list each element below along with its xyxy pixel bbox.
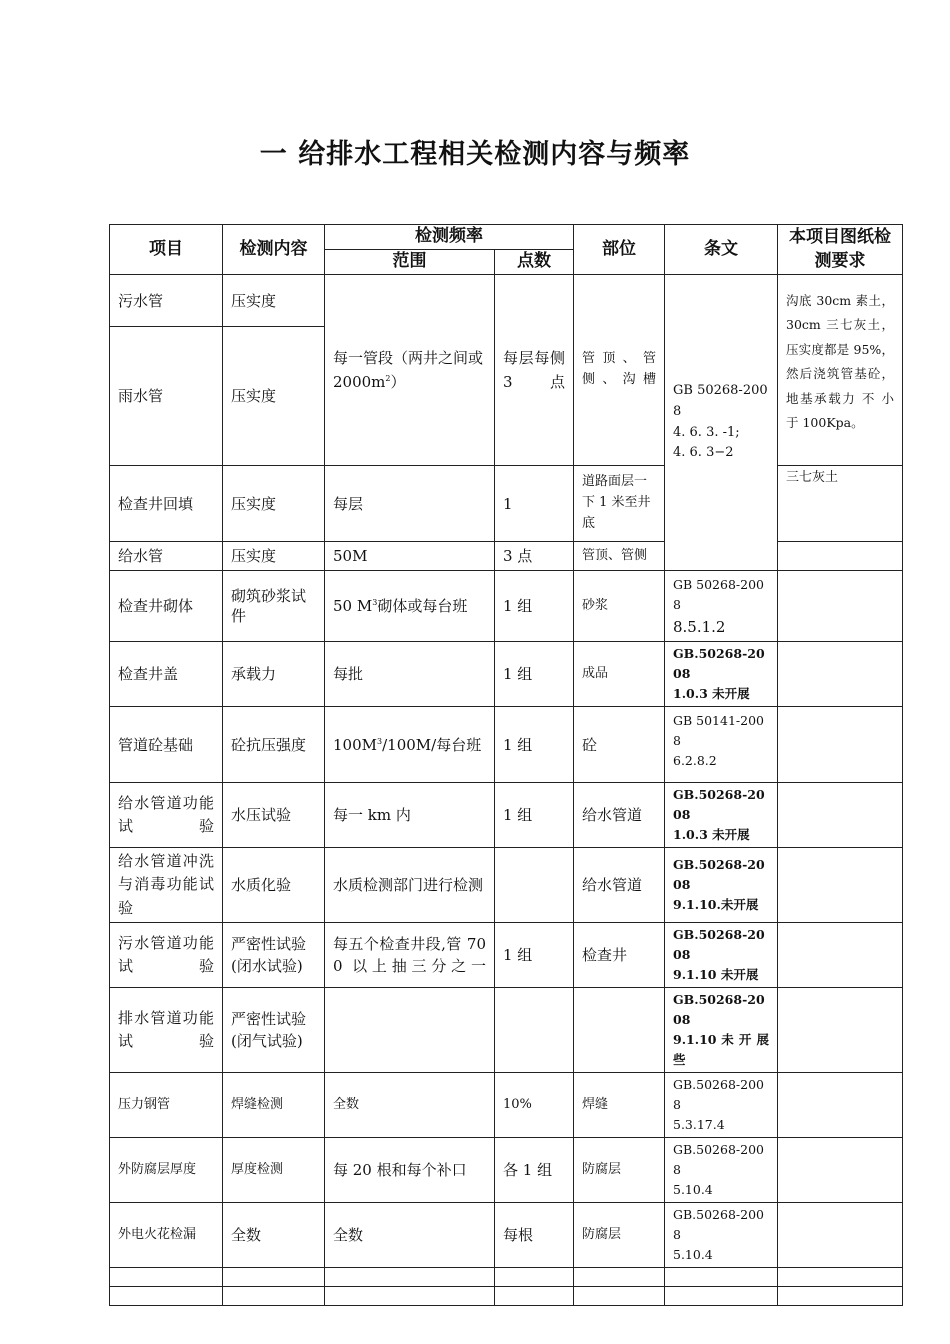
cell-clause (665, 571, 778, 642)
cell-points (495, 988, 574, 1073)
table-row (110, 571, 903, 642)
clause-line: 5.10.4 (673, 1182, 713, 1197)
cell-range (325, 988, 495, 1073)
cell-content: 水质化验 (223, 848, 325, 923)
cell-requirement (778, 923, 903, 988)
clause-line: 5.10.4 (673, 1247, 713, 1262)
header-row (110, 225, 903, 250)
cell-location: 防腐层 (574, 1203, 665, 1268)
cell-location: 焊缝 (574, 1073, 665, 1138)
cell-clause (665, 923, 778, 988)
cell-requirement (778, 1138, 903, 1203)
clause-line: 8.5.1.2 (673, 618, 726, 636)
cell-points: 1 (495, 466, 574, 542)
cell-clause (665, 1203, 778, 1268)
cell-content: 全数 (223, 1203, 325, 1268)
cell-range: 50 $M^3$砌体或每台班 (325, 571, 495, 642)
clause-line: 4. 6. 3−2 (673, 445, 734, 461)
cell-requirement (778, 848, 903, 923)
cell-content: 砌筑砂浆试件 (223, 571, 325, 642)
cell-location: 给水管道 (574, 783, 665, 848)
cell-range: 50M (325, 542, 495, 571)
cell-item: 管道砼基础 (110, 707, 223, 783)
cell-points: 1 组 (495, 707, 574, 783)
header-requirement: 本项目图纸检测要求 (778, 225, 903, 275)
cell-location: 管顶、管侧 (574, 542, 665, 571)
clause-line: 9.1.10 未 开 展 些 (673, 1032, 769, 1067)
table-row (110, 783, 903, 848)
table-row (110, 542, 903, 571)
header-clause: 条文 (665, 225, 778, 275)
table-row (110, 707, 903, 783)
cell-content: 承载力 (223, 642, 325, 707)
table-row (110, 275, 903, 327)
cell-clause (665, 783, 778, 848)
cell-location: 检查井 (574, 923, 665, 988)
cell-content: 压实度 (223, 466, 325, 542)
cell-clause (665, 707, 778, 783)
cell-requirement (778, 1073, 903, 1138)
cell-points: 1 组 (495, 642, 574, 707)
cell-item: 外防腐层厚度 (110, 1138, 223, 1203)
cell-points: 1 组 (495, 783, 574, 848)
cell-clause (665, 1073, 778, 1138)
cell-requirement (778, 642, 903, 707)
cell-requirement: 三七灰土 (778, 466, 903, 542)
cell-item: 压力钢管 (110, 1073, 223, 1138)
table-row (110, 1073, 903, 1138)
cell-range: 每层 (325, 466, 495, 542)
clause-line: 5.3.17.4 (673, 1117, 725, 1132)
clause-line: GB.50268-2008 (673, 927, 765, 962)
inspection-table (109, 224, 903, 1306)
cell-item: 检查井回填 (110, 466, 223, 542)
cell-range: 每批 (325, 642, 495, 707)
cell-item: 污水管 (110, 275, 223, 327)
cell-item: 雨水管 (110, 327, 223, 466)
cell-requirement (778, 1203, 903, 1268)
clause-line: GB.50268-2008 (673, 1142, 764, 1177)
cell-item: 给水管道功能试验 (110, 783, 223, 848)
cell-content: 厚度检测 (223, 1138, 325, 1203)
cell-clause (665, 848, 778, 923)
clause-line: 1.0.3 未开展 (673, 827, 750, 842)
header-item: 项目 (110, 225, 223, 275)
clause-line: 9.1.10.未开展 (673, 897, 759, 912)
page-title: 一 给排水工程相关检测内容与频率 (259, 139, 691, 170)
cell-requirement (778, 783, 903, 848)
cell-content: 严密性试验(闭气试验) (223, 988, 325, 1073)
cell-points (495, 848, 574, 923)
clause-line: GB.50268-2008 (673, 857, 765, 892)
table-row (110, 466, 903, 542)
cell-range: 水质检测部门进行检测 (325, 848, 495, 923)
cell-content: 压实度 (223, 275, 325, 327)
cell-location: 砂浆 (574, 571, 665, 642)
cell-item: 外电火花检漏 (110, 1203, 223, 1268)
cell-points: 1 组 (495, 571, 574, 642)
clause-line: GB 50141-2008 (673, 713, 764, 748)
cell-item: 排水管道功能试验 (110, 988, 223, 1073)
cell-content: 焊缝检测 (223, 1073, 325, 1138)
cell-range: 每 20 根和每个补口 (325, 1138, 495, 1203)
cell-range: 每一 km 内 (325, 783, 495, 848)
cell-item: 给水管道冲洗与消毒功能试验 (110, 848, 223, 923)
header-points: 点数 (495, 250, 574, 275)
clause-line: 1.0.3 未开展 (673, 686, 750, 701)
cell-location: 管顶、管侧、沟槽 (574, 275, 665, 466)
cell-requirement (778, 542, 903, 571)
cell-item: 检查井盖 (110, 642, 223, 707)
clause-line: GB 50268-2008 (673, 382, 768, 419)
cell-item: 检查井砌体 (110, 571, 223, 642)
cell-points: 各 1 组 (495, 1138, 574, 1203)
cell-requirement (778, 571, 903, 642)
clause-line: GB.50268-2008 (673, 1077, 764, 1112)
cell-content: 严密性试验(闭水试验) (223, 923, 325, 988)
table-row (110, 1138, 903, 1203)
cell-location: 砼 (574, 707, 665, 783)
table-row (110, 642, 903, 707)
header-content: 检测内容 (223, 225, 325, 275)
cell-content: 压实度 (223, 542, 325, 571)
cell-points: 3 点 (495, 542, 574, 571)
cell-range: 每五个检查井段,管 700 以上抽三分之一 (325, 923, 495, 988)
clause-line: 6.2.8.2 (673, 753, 717, 768)
empty-row (110, 1287, 903, 1306)
cell-range: 每一管段（两井之间或 $2000m^2$） (325, 275, 495, 466)
cell-points: 10% (495, 1073, 574, 1138)
cell-range: 全数 (325, 1203, 495, 1268)
cell-requirement (778, 988, 903, 1073)
cell-range: $100M^3/100M/$每台班 (325, 707, 495, 783)
header-frequency: 检测频率 (325, 225, 574, 250)
clause-line: GB.50268-2008 (673, 646, 765, 681)
table-row (110, 848, 903, 923)
cell-clause (665, 1138, 778, 1203)
header-location: 部位 (574, 225, 665, 275)
cell-location: 成品 (574, 642, 665, 707)
cell-requirement: 沟底 30cm 素土，30cm 三七灰土，压实度都是 95%，然后浇筑管基砼，地基承载力 不 小 于 100Kpa。 (778, 275, 903, 466)
cell-location (574, 988, 665, 1073)
cell-item: 给水管 (110, 542, 223, 571)
clause-line: 9.1.10 未开展 (673, 967, 759, 982)
cell-points: 1 组 (495, 923, 574, 988)
cell-requirement (778, 707, 903, 783)
cell-points: 每根 (495, 1203, 574, 1268)
cell-location: 防腐层 (574, 1138, 665, 1203)
clause-line: GB.50268-2008 (673, 992, 765, 1027)
cell-item: 污水管道功能试验 (110, 923, 223, 988)
cell-range: 全数 (325, 1073, 495, 1138)
table-row (110, 988, 903, 1073)
table-row (110, 1203, 903, 1268)
empty-row (110, 1268, 903, 1287)
header-range: 范围 (325, 250, 495, 275)
table-row (110, 923, 903, 988)
cell-location: 道路面层一下 1 米至井底 (574, 466, 665, 542)
cell-content: 压实度 (223, 327, 325, 466)
cell-clause (665, 988, 778, 1073)
cell-location: 给水管道 (574, 848, 665, 923)
cell-clause (665, 275, 778, 571)
clause-line: GB.50268-2008 (673, 1207, 764, 1242)
cell-content: 砼抗压强度 (223, 707, 325, 783)
clause-line: 4. 6. 3. -1; (673, 424, 740, 440)
cell-content: 水压试验 (223, 783, 325, 848)
clause-line: GB 50268-2008 (673, 577, 764, 612)
cell-clause (665, 642, 778, 707)
cell-points: 每层每侧 3 点 (495, 275, 574, 466)
clause-line: GB.50268-2008 (673, 787, 765, 822)
